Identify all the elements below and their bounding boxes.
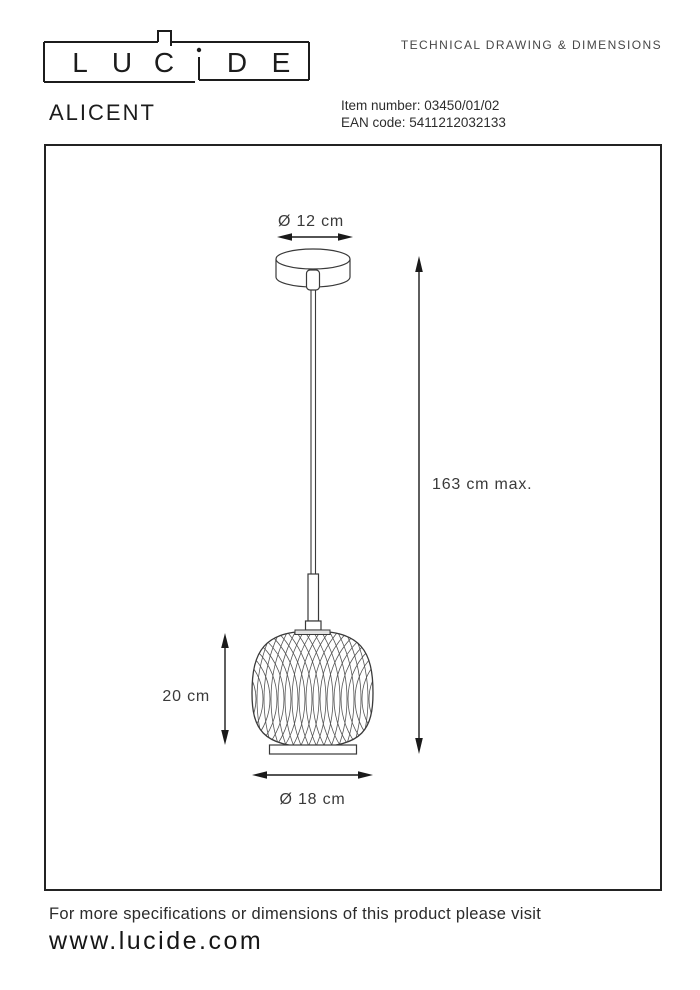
logo-letter: E	[271, 47, 291, 78]
logo-letter: C	[153, 47, 175, 78]
pendant-cord	[311, 287, 316, 577]
arrowhead-right	[358, 771, 373, 779]
logo-letter: D	[226, 47, 248, 78]
shade-height-label: 20 cm	[162, 688, 210, 705]
logo-letter: L	[72, 47, 88, 78]
product-name: ALICENT	[49, 100, 156, 125]
shade-base-ring	[270, 745, 357, 754]
max-height-label: 163 cm max.	[432, 476, 533, 493]
item-number: Item number: 03450/01/02	[341, 98, 500, 113]
document-title: TECHNICAL DRAWING & DIMENSIONS	[400, 38, 662, 52]
lamp-socket	[306, 574, 322, 630]
footer	[49, 905, 541, 956]
technical-drawing	[44, 144, 662, 891]
shade-height-dimension	[162, 633, 228, 745]
drawing-frame-border	[45, 145, 661, 890]
arrowhead-right	[338, 233, 353, 241]
product-identifiers	[341, 97, 506, 131]
logo-letter-i-dot	[197, 48, 201, 52]
shade-diameter-label: Ø 18 cm	[279, 791, 346, 808]
shade-top-cap	[295, 630, 330, 635]
footer-note: For more specifications or dimensions of this product please visit	[49, 905, 542, 923]
arrowhead-left	[277, 233, 292, 241]
arrowhead-left	[252, 771, 267, 779]
logo-hook	[158, 31, 171, 46]
website-link[interactable]: www.lucide.com	[49, 927, 264, 955]
arrowhead-up	[415, 256, 423, 272]
arrowhead-up	[221, 633, 229, 648]
logo-letter: U	[111, 47, 133, 78]
wire-mesh-pattern	[44, 519, 596, 879]
arrowhead-down	[415, 738, 423, 754]
canopy-diameter-dimension	[277, 213, 353, 241]
max-height-dimension	[415, 256, 532, 754]
arrowhead-down	[221, 730, 229, 745]
mesh-lamp-shade	[44, 519, 596, 879]
canopy-diameter-label: Ø 12 cm	[277, 213, 345, 230]
shade-diameter-dimension	[252, 771, 373, 808]
ean-code: EAN code: 5411212032133	[341, 115, 506, 130]
lucide-logo	[43, 24, 310, 88]
cord-connector	[307, 270, 320, 290]
